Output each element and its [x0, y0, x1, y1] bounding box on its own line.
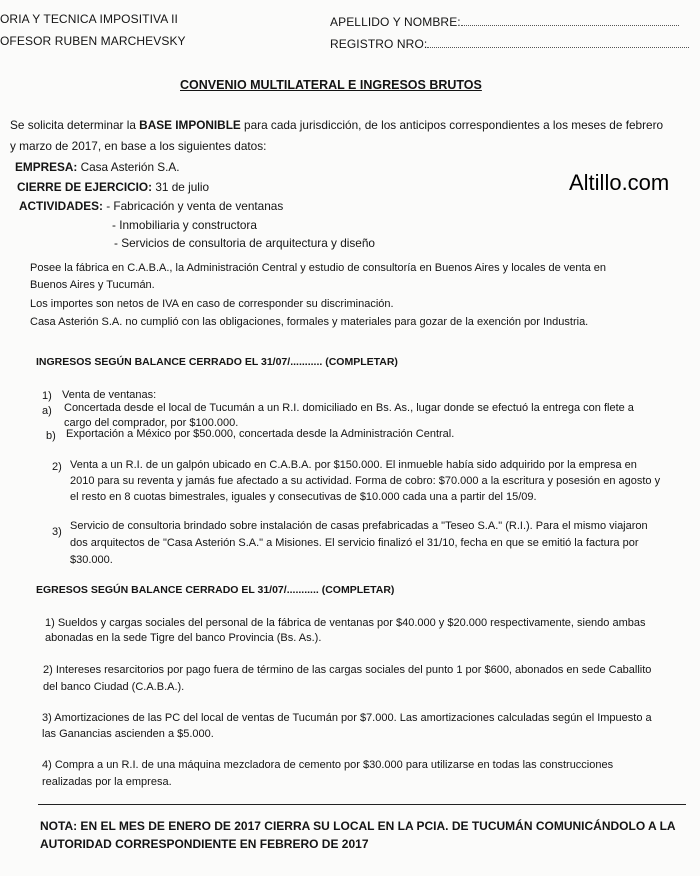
actividad-item: - Inmobiliaria y constructora	[112, 218, 257, 232]
context-line: Buenos Aires y Tucumán.	[30, 279, 155, 291]
empresa-row	[15, 160, 180, 174]
egreso-line: del banco Ciudad (C.A.B.A.).	[43, 681, 185, 693]
egresos-heading: EGRESOS SEGÚN BALANCE CERRADO EL 31/07/........... (COMPLETAR)	[36, 584, 395, 596]
ingreso-3-line: Servicio de consultoria brindado sobre instalación de casas prefabricadas a "Teseo S.A." (R.I.). Para el mismo viajaron	[70, 520, 648, 532]
cierre-value: 31 de julio	[155, 180, 210, 194]
section-divider	[38, 804, 686, 805]
cierre-label: CIERRE DE EJERCICIO:	[17, 180, 153, 194]
egreso-line: abonadas en la sede Tigre del banco Provincia (Bs. As.).	[45, 632, 322, 644]
egreso-line: 4) Compra a un R.I. de una máquina mezcladora de cemento por $30.000 para utilizarse en todas las construcciones	[42, 759, 614, 771]
intro-post: para cada jurisdicción, de los anticipos correspondientes a los meses de febrero	[244, 118, 664, 132]
intro-line-1	[10, 118, 663, 132]
egreso-line: 1) Sueldos y cargas sociales del personal de la fábrica de ventanas por $40.000 y $20.000 respectivamente, siendo ambas	[45, 617, 646, 629]
nota-line: NOTA: EN EL MES DE ENERO DE 2017 CIERRA SU LOCAL EN LA PCIA. DE TUCUMÁN COMUNICÁNDOLO A LA	[40, 819, 676, 833]
ingreso-3-num: 3)	[52, 526, 62, 538]
egreso-line: 3) Amortizaciones de las PC del local de ventas de Tucumán por $7.000. Las amortizaciones calculadas según el Impuesto a	[42, 712, 652, 724]
actividad-item: - Fabricación y venta de ventanas	[106, 199, 284, 213]
ingreso-1b-letter: b)	[46, 430, 56, 442]
actividades-label: ACTIVIDADES:	[19, 199, 103, 213]
ingreso-3-line: dos arquitectos de "Casa Asterión S.A." a Misiones. El servicio finalizó el 31/10, fecha en que se emitió la factura por	[70, 537, 639, 549]
base-imponible-label: BASE IMPONIBLE	[139, 118, 241, 132]
context-line: Posee la fábrica en C.A.B.A., la Administración Central y estudio de consultoría en Buenos Aires y locales de venta en	[30, 262, 606, 274]
ingreso-2-num: 2)	[52, 461, 62, 473]
ingreso-1-title: Venta de ventanas:	[62, 389, 157, 401]
ingreso-1a-letter: a)	[42, 405, 52, 417]
empresa-label: EMPRESA:	[15, 160, 78, 174]
ingreso-1a-line: cargo del comprador, por $100.000.	[64, 417, 239, 429]
nota-line: AUTORIDAD CORRESPONDIENTE EN FEBRERO DE 2017	[40, 837, 369, 851]
egreso-line: las Ganancias ascienden a $5.000.	[42, 728, 214, 740]
registro-label: REGISTRO NRO:	[330, 37, 428, 51]
document-title: CONVENIO MULTILATERAL E INGRESOS BRUTOS	[180, 78, 482, 92]
context-line: Los importes son netos de IVA en caso de corresponder su discriminación.	[30, 298, 394, 310]
egreso-line: realizadas por la empresa.	[42, 776, 172, 788]
ingreso-1b-line: Exportación a México por $50.000, concertada desde la Administración Central.	[66, 428, 455, 440]
ingreso-3-line: $30.000.	[70, 554, 113, 566]
ingreso-2-line: Venta a un R.I. de un galpón ubicado en C.A.B.A. por $150.000. El inmueble había sido adquirido por la empresa en	[70, 459, 637, 471]
altillo-watermark: Altillo.com	[569, 170, 670, 195]
ingreso-2-line: el resto en 8 cuotas bimestrales, iguales y consecutivas de $10.000 cada una a partir del 15/09.	[70, 491, 537, 503]
registro-blank-line	[427, 37, 689, 48]
ingreso-1a-line: Concertada desde el local de Tucumán a un R.I. domiciliado en Bs. As., lugar donde se efectuó la entrega con flete a	[64, 402, 634, 414]
apellido-blank-line	[461, 15, 679, 26]
empresa-value: Casa Asterión S.A.	[80, 160, 180, 174]
registro-field	[330, 37, 689, 51]
ingreso-1-num: 1)	[42, 390, 52, 402]
actividades-row	[19, 199, 283, 213]
context-line: Casa Asterión S.A. no cumplió con las obligaciones, formales y materiales para gozar de la exención por Industria.	[30, 316, 589, 328]
apellido-label: APELLIDO Y NOMBRE:	[330, 15, 461, 29]
intro-line-2: y marzo de 2017, en base a los siguientes datos:	[10, 139, 267, 153]
actividad-item: - Servicios de consultoria de arquitectura y diseño	[114, 236, 375, 250]
professor-name: OFESOR RUBEN MARCHEVSKY	[0, 34, 186, 48]
intro-pre: Se solicita determinar la	[10, 118, 136, 132]
ingreso-2-line: 2010 para su reventa y jamás fue afectado a su actividad. Forma de cobro: $70.000 a la escritura y posesión en agosto y	[70, 475, 661, 487]
ingresos-heading: INGRESOS SEGÚN BALANCE CERRADO EL 31/07/........... (COMPLETAR)	[36, 356, 398, 368]
apellido-field	[330, 15, 679, 29]
egreso-line: 2) Intereses resarcitorios por pago fuera de término de las cargas sociales del punto 1 por $600, abonados en sede Caballito	[43, 664, 652, 676]
course-name: ORIA Y TECNICA IMPOSITIVA II	[0, 12, 178, 26]
cierre-row	[17, 180, 209, 194]
